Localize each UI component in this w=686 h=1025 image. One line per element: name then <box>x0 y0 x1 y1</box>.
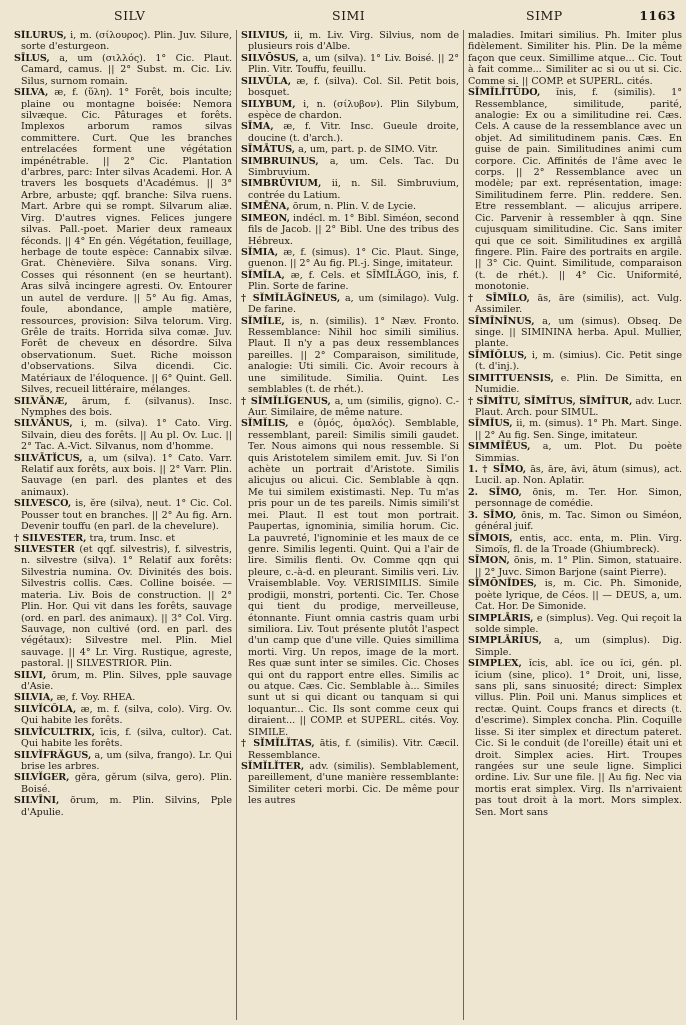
dictionary-entry <box>14 30 232 53</box>
column-middle <box>241 30 459 1020</box>
dictionary-entry <box>241 99 459 122</box>
dictionary-entry <box>241 213 459 247</box>
entry-headword: SĪMĬUS, <box>468 418 513 430</box>
entry-definition: e. Plin. De Simitta, en Numidie. <box>475 372 682 396</box>
entry-headword: SIMPLĀRIS, <box>468 612 534 624</box>
column-right <box>468 30 682 1020</box>
dictionary-entry <box>468 418 682 441</box>
entry-definition: ĭnis, f. (similis). 1° Ressemblance, similitude, parité, analogie: Ex ou a similitudine rei. Cæs. Cels. A cause de la ressemblance avec un objet. Ad similitudinem panis. Cæs. En guise de pain. Similitudines animi cum corpore. Cic. Affinités de l'âme avec le corps. || 2° Ressemblance avec un modèle; par ext. représentation, image: Similitudinem ferre. Plin. reddere. Sen. Etre ressemblant. — alicujus arripere. Cic. Parvenir à ressembler à qqn. Sine cujusquam similitudine. Cic. Sans imiter qui que ce soit. Similitudines ex argillâ fingere. Plin. Faire des portraits en argile. || 3° Cic. Quint. Similitude, comparaison (t. de rhét.). || 4° Cic. Uniformité, monotonie. <box>475 87 682 293</box>
entry-definition: ii, m. (simus). 1° Ph. Mart. Singe. || 2° Au fig. Sen. Singe, imitateur. <box>475 418 682 441</box>
entry-definition: i, m. (silva). 1° Cato. Virg. Silvain, dieu des forêts. || Au pl. Ov. Luc. || 2° Tac. A.-Vict. Silvanus, nom d'homme. <box>21 418 232 453</box>
dictionary-entry <box>468 441 682 464</box>
entry-headword: SIMBRŪVIUM, <box>241 178 322 190</box>
dictionary-entry <box>14 750 232 773</box>
dictionary-entry <box>241 178 459 201</box>
dictionary-entry <box>14 498 232 532</box>
dictionary-entry <box>241 270 459 293</box>
dictionary-entry <box>468 396 682 419</box>
entry-definition: æ, f. (silva). Col. Sil. Petit bois, bosquet. <box>248 75 459 99</box>
text-columns <box>14 30 680 1020</box>
entry-definition: ārum, f. (silvanus). Insc. Nymphes des bois. <box>21 395 232 418</box>
entry-headword: SIMEON, <box>241 212 290 224</box>
entry-definition: a, um (silva, frango). Lr. Qui brise les arbres. <box>21 749 232 772</box>
dictionary-entry <box>241 144 459 155</box>
entry-headword: SĪMĀTUS, <box>241 144 296 156</box>
dictionary-entry <box>241 293 459 316</box>
entry-headword: SILVŌSUS, <box>241 52 299 64</box>
entry-definition: īcis, f. (silva, cultor). Cat. Qui habite les forêts. <box>21 726 232 750</box>
dictionary-entry <box>14 396 232 419</box>
entry-headword: SILVESCO, <box>14 498 72 510</box>
entry-headword: SILVŬLA, <box>241 75 292 87</box>
entry-definition: ĭcis, abl. ĭce ou ĭci, gén. pl. ĭcium (sine, plico). 1° Droit, uni, lisse, sans pli, sans sinuosité; direct: Simplex villus. Plin. Poil uni. Manus simplices et rectæ. Quint. Coups francs et directs (t. d'escrime). Simplex concha. Plin. Coquille lisse. Si iter simplex et directum pateret. Cic. Si le conduit (de l'oreille) était uni et droit. Simplex acies. Hirt. Troupes rangées sur une seule ligne. Simplici ordine. Liv. Sur une file. || Au fig. Nec via mortis erat simplex. Virg. Ils n'arrivaient pas tout droit à la mort. Mors simplex. Sen. Mort sans <box>475 658 682 818</box>
entry-headword: SIMĒNA, <box>241 201 290 213</box>
entry-definition: ii, n. Sil. Simbruvium, contrée du Latium. <box>248 178 459 201</box>
entry-definition: æ, f. Vitr. Insc. Gueule droite, doucine (t. d'arch.). <box>248 121 459 144</box>
header-right-guideword: SIMP <box>526 8 563 23</box>
entry-headword: SĬMĬLĬTER, <box>241 761 305 772</box>
dictionary-entry <box>14 772 232 795</box>
dictionary-entry <box>241 30 459 53</box>
entry-headword: SĪMOIS, <box>468 532 513 544</box>
entry-definition: ātis, f. (similis). Vitr. Cæcil. Ressemblance. <box>248 738 459 761</box>
entry-definition: adv. Lucr. Plaut. Arch. pour SIMUL. <box>475 395 682 418</box>
entry-headword: SĬMĬLIS, <box>241 418 289 430</box>
entry-headword: SILVA, <box>14 87 49 99</box>
entry-headword: SILVI, <box>14 669 47 681</box>
dictionary-entry <box>14 453 232 499</box>
entry-headword: 1. † SĪMO, <box>468 464 527 476</box>
entry-definition: æ, m. f. (silva, colo). Virg. Ov. Qui habite les forêts. <box>21 703 232 727</box>
dictionary-entry <box>468 578 682 612</box>
entry-headword: SĪMĪNĪNUS, <box>468 315 535 327</box>
entry-headword: SILVĀTĬCUS, <box>14 452 83 464</box>
dictionary-entry <box>468 555 682 578</box>
entry-headword: SIMMĪĒUS, <box>468 441 531 453</box>
entry-headword: 3. SĪMO, <box>468 509 517 521</box>
dictionary-entry <box>468 510 682 533</box>
entry-headword: SIMPLĀRIUS, <box>468 635 542 647</box>
entry-definition: adv. (similis). Semblablement, pareillement, d'une manière ressemblante: Similiter ceteri morbi. Cic. De même pour les autres <box>248 761 459 807</box>
entry-headword: SĬMĬLE, <box>241 315 285 327</box>
dictionary-entry <box>14 87 232 395</box>
dictionary-entry <box>14 418 232 452</box>
entry-headword: SILVIUS, <box>241 30 289 41</box>
dictionary-entry <box>241 418 459 738</box>
dictionary-entry <box>241 761 459 807</box>
dictionary-entry <box>468 658 682 818</box>
entry-headword: 2. SĪMO, <box>468 486 522 498</box>
entry-definition: a, um (similis, gigno). C.-Aur. Similaire, de même nature. <box>248 395 459 418</box>
dictionary-entry <box>468 293 682 316</box>
entry-definition: gĕra, gĕrum (silva, gero). Plin. Boisé. <box>21 772 232 795</box>
entry-definition: ōrum, m. Plin. Silves, pple sauvage d'Asie. <box>21 669 232 693</box>
column-divider <box>463 30 464 1020</box>
header-left-guideword: SILV <box>114 8 146 23</box>
dictionary-entry <box>468 30 682 87</box>
entry-definition: ās, āre, āvi, ātum (simus), act. Lucil. ap. Non. Aplatir. <box>475 464 682 487</box>
entry-headword: † SILVESTER, <box>14 532 87 544</box>
dictionary-entry <box>468 533 682 556</box>
entry-definition: entis, acc. enta, m. Plin. Virg. Simoïs, fl. de la Troade (Ghiumbreck). <box>475 532 682 555</box>
entry-definition: a, um (simus). Obseq. De singe. || SIMININA herba. Apul. Mullier, plante. <box>475 315 682 350</box>
entry-definition: a, um, part. p. de SIMO. Vitr. <box>298 144 439 156</box>
entry-definition: e (ὁμός, ὁμαλός). Semblable, ressemblant, pareil: Similis simili gaudet. Ter. Nous aimons qui nous ressemble. Si quis Aristotelem similem emit. Juv. Si l'on achète un portrait d'Aristote. Similis alicujus ou alicui. Cic. Semblable à qqn. Me tui similem existimasti. Nep. Tu m'as pris pour un de tes pareils. Nimis simili'st mei. Plaut. Il est tout mon portrait. Paupertas, ignominia, similia horum. Cic. La pauvreté, l'ignominie et les maux de ce genre. Similis legenti. Quint. Qui a l'air de lire. Similis flenti. Ov. Comme qqn qui pleure, c.-à-d. en pleurant. Similis veri. Liv. Vraisemblable. Voy. VERISIMILIS. Simile prodigii, monstri, portenti. Cic. Ter. Chose qui tient du prodige, merveilleuse, étonnante. Fiunt omnia castris quam urbi similiora. Liv. Tout présente plutôt l'aspect d'un camp que d'une ville. Quies simillima morti. Virg. Un repos, image de la mort. Res quæ sunt inter se similes. Cic. Choses qui ont du rapport entre elles. Similis ac ou atque. Cæs. Cic. Semblable à... Similes sunt ut si qui dicant ou tanquam si qui loquantur... Cic. Ils sont comme ceux qui diraient... || COMP. et SUPERL. cités. Voy. SIMILE. <box>248 418 459 738</box>
entry-headword: SIMBRUINUS, <box>241 155 319 167</box>
entry-definition: is, n. (similis). 1° Næv. Fronto. Ressemblance: Nihil hoc simili similius. Plaut. Il n'y a pas deux ressemblances pareilles. || 2° Comparaison, similitude, analogie: Uti simili. Cic. Avoir recours à une similitude. Similia. Quint. Les semblables (t. de rhét.). <box>248 315 459 396</box>
entry-headword: SILVĬCULTRIX, <box>14 726 95 738</box>
entry-headword: SILVESTER <box>14 543 75 555</box>
dictionary-entry <box>468 487 682 510</box>
entry-definition: a, um (silva). 1° Cato. Varr. Relatif aux forêts, aux bois. || 2° Varr. Plin. Sauvage (en parl. des plantes et des animaux). <box>21 452 232 498</box>
entry-headword: SĬMIA, <box>241 247 279 259</box>
entry-definition: æ, f. Voy. RHEA. <box>56 692 136 704</box>
entry-definition: ōnis, m. Tac. Simon ou Siméon, général juif. <box>475 509 682 533</box>
entry-definition: a, um (similago). Vulg. De farine. <box>248 292 459 316</box>
dictionary-entry <box>241 76 459 99</box>
entry-definition: a, um (silva). 1° Liv. Boisé. || 2° Plin. Vitr. Touffu, feuillu. <box>248 52 459 76</box>
dictionary-entry <box>14 704 232 727</box>
entry-definition: (et qqf. silvestris), f. silvestris, n. silvestre (silva). 1° Relatif aux forêts: Silvestria numina. Ov. Divinités des bois. Silvestris collis. Cæs. Colline boisée. — materia. Liv. Bois de construction. || 2° Plin. Hor. Qui vit dans les forêts, sauvage (ord. en parl. des animaux). || 3° Col. Virg. Sauvage, non cultivé (ord. en parl. des végétaux): Silvestre mel. Plin. Miel sauvage. || 4° Lr. Virg. Rustique, agreste, pastoral. || SILVESTRIOR. Plin. <box>21 543 232 670</box>
column-left <box>14 30 232 1020</box>
dictionary-entry <box>241 247 459 270</box>
dictionary-entry <box>241 121 459 144</box>
dictionary-entry <box>468 635 682 658</box>
entry-headword: † SĬMĬLĬTAS, <box>241 738 315 750</box>
entry-definition: is, ĕre (silva), neut. 1° Cic. Col. Pousser tout en branches. || 2° Au fig. Arn. Devenir touffu (en parl. de la chevelure). <box>21 498 232 533</box>
entry-headword: † SĬMĬLĬGENUS, <box>241 395 331 407</box>
entry-definition: e (simplus). Veg. Qui reçoit la solde simple. <box>475 612 682 635</box>
entry-definition: a, um. Cels. Tac. Du Simbruvium. <box>248 155 459 179</box>
page-number: 1163 <box>639 8 676 23</box>
dictionary-entry <box>241 156 459 179</box>
entry-headword: SĪLŪRUS, <box>14 30 67 41</box>
entry-headword: SILVĬFRĂGUS, <box>14 749 92 761</box>
entry-headword: SILVIA, <box>14 692 54 704</box>
entry-definition: a, um (simplus). Dig. Simple. <box>475 635 682 658</box>
dictionary-entry <box>468 350 682 373</box>
entry-headword: † SĬMĬLĀGĬNEUS, <box>241 292 341 304</box>
entry-definition: a, um. Plot. Du poète Simmias. <box>475 441 682 464</box>
entry-headword: SĪMŌNĬDES, <box>468 578 537 590</box>
entry-headword: SĬMĬLĬTŪDO, <box>468 87 541 99</box>
entry-definition: maladies. Imitari similius. Ph. Imiter plus fidèlement. Similiter his. Plin. De la même façon que ceux. Simillime atque... Cic. Tout à fait comme... Similiter ac si ou ut si. Cic. Comme si. || COMP. et SUPERL. cités. <box>468 30 682 87</box>
dictionary-entry <box>241 738 459 761</box>
entry-headword: SĪLUS, <box>14 52 50 64</box>
entry-definition: tra, trum. Insc. et <box>89 532 176 544</box>
entry-definition: æ, f. Cels. et SĪMĬLĀGO, ĭnis, f. Plin. Sorte de farine. <box>248 269 459 293</box>
entry-headword: SIMPLEX, <box>468 658 522 670</box>
entry-headword: SIMITTUENSIS, <box>468 372 554 384</box>
running-header <box>14 8 676 28</box>
entry-definition: ōrum, m. Plin. Silvins, Pple d'Apulie. <box>21 795 232 818</box>
dictionary-entry <box>241 316 459 396</box>
entry-headword: SILVĬGER, <box>14 772 70 784</box>
entry-headword: SĪMA, <box>241 121 274 133</box>
dictionary-entry <box>468 464 682 487</box>
entry-definition: ās, āre (similis), act. Vulg. Assimiler. <box>475 292 682 316</box>
dictionary-entry <box>241 201 459 212</box>
entry-headword: † SĪMĬLO, <box>468 292 530 304</box>
header-center-guideword: SIMI <box>332 8 366 23</box>
dictionary-entry <box>14 692 232 703</box>
dictionary-entry <box>468 316 682 350</box>
dictionary-entry <box>14 53 232 87</box>
entry-definition: i, n. (σίλυβον). Plin Silybum, espèce de chardon. <box>248 98 459 121</box>
entry-definition: a, um (σιλλός). 1° Cic. Plaut. Camard, camus. || 2° Subst. m. Cic. Liv. Silus, surnom romain. <box>21 52 232 87</box>
entry-definition: ōrum, n. Plin. V. de Lycie. <box>292 201 417 213</box>
dictionary-entry <box>14 727 232 750</box>
dictionary-entry <box>468 373 682 396</box>
entry-headword: SĪMON, <box>468 555 510 567</box>
dictionary-entry <box>241 396 459 419</box>
dictionary-entry <box>468 613 682 636</box>
dictionary-entry <box>14 533 232 544</box>
entry-headword: SILVĪNI, <box>14 795 60 807</box>
dictionary-entry <box>241 53 459 76</box>
entry-headword: SĪMĬŎLUS, <box>468 349 528 361</box>
entry-headword: SILYBUM, <box>241 98 296 110</box>
entry-headword: † SĪMĬTU, SĪMĪTUS, SĪMĪTUR, <box>468 395 633 407</box>
entry-definition: ii, m. Liv. Virg. Silvius, nom de plusieurs rois d'Albe. <box>248 30 459 53</box>
entry-definition: ōnis, m. Ter. Hor. Simon, personnage de comédie. <box>475 486 682 510</box>
entry-definition: indécl. m. 1° Bibl. Siméon, second fils de Jacob. || 2° Bibl. Une des tribus des Hébreux. <box>248 212 459 247</box>
entry-definition: is, m. Cic. Ph. Simonide, poète lyrique, de Céos. || — DEUS, a, um. Cat. Hor. De Simonide. <box>475 578 682 613</box>
dictionary-entry <box>14 795 232 818</box>
entry-definition: i, m. (σίλουρος). Plin. Juv. Silure, sorte d'esturgeon. <box>21 30 232 53</box>
dictionary-entry <box>14 544 232 670</box>
entry-definition: ōnis, m. 1° Plin. Simon, statuaire. || 2° Juvc. Simon Barjone (saint Pierre). <box>475 555 682 578</box>
dictionary-entry <box>14 670 232 693</box>
entry-headword: SILVĬCŎLA, <box>14 703 77 715</box>
entry-headword: SILVĀNUS, <box>14 418 73 430</box>
entry-definition: i, m. (simius). Cic. Petit singe (t. d'inj.). <box>475 349 682 373</box>
entry-headword: SĬMĬLA, <box>241 269 285 281</box>
dictionary-entry <box>468 87 682 293</box>
column-divider <box>236 30 237 1020</box>
entry-definition: æ, f. (ὕλη). 1° Forêt, bois inculte; plaine ou montagne boisée: Nemora silvæque. Cic. Pâturages et forêts. Implexos arborum ramos silvas committere. Curt. Que les branches entrelacées forment une végétation impénétrable. || 2° Cic. Plantation d'arbres, parc: Inter silvas Academi. Hor. A travers les bosquets d'Académus. || 3° Arbre, arbuste; qqf. branche: Silva ruens. Mart. Arbre qui se rompt. Silvarum aliæ. Virg. D'autres vignes. Felices jungere silvas. Pall.-poet. Marier deux rameaux féconds. || 4° En gén. Végétation, feuillage, herbage de toute espèce: Cannabix silvæ. Grat. Chènevière. Silva sonans. Virg. Cosses qui résonnent (en se heurtant). Aras silvâ incingere agresti. Ov. Entourer un autel de verdure. || 5° Au fig. Amas, foule, abondance, ample matière, ressources, provision: Silva telorum. Virg. Grêle de traits. Horrida silva comæ. Juv. Forêt de cheveux en désordre. Silva observationum. Suet. Riche moisson d'observations. Silva dicendi. Cic. Matériaux de l'éloquence. || 6° Quint. Gell. Silves, recueil littéraire, mélanges. <box>21 87 232 396</box>
entry-definition: æ, f. (simus). 1° Cic. Plaut. Singe, guenon. || 2° Au fig. Pl.-j. Singe, imitateur. <box>248 247 459 270</box>
entry-headword: SILVĀNÆ, <box>14 395 68 407</box>
